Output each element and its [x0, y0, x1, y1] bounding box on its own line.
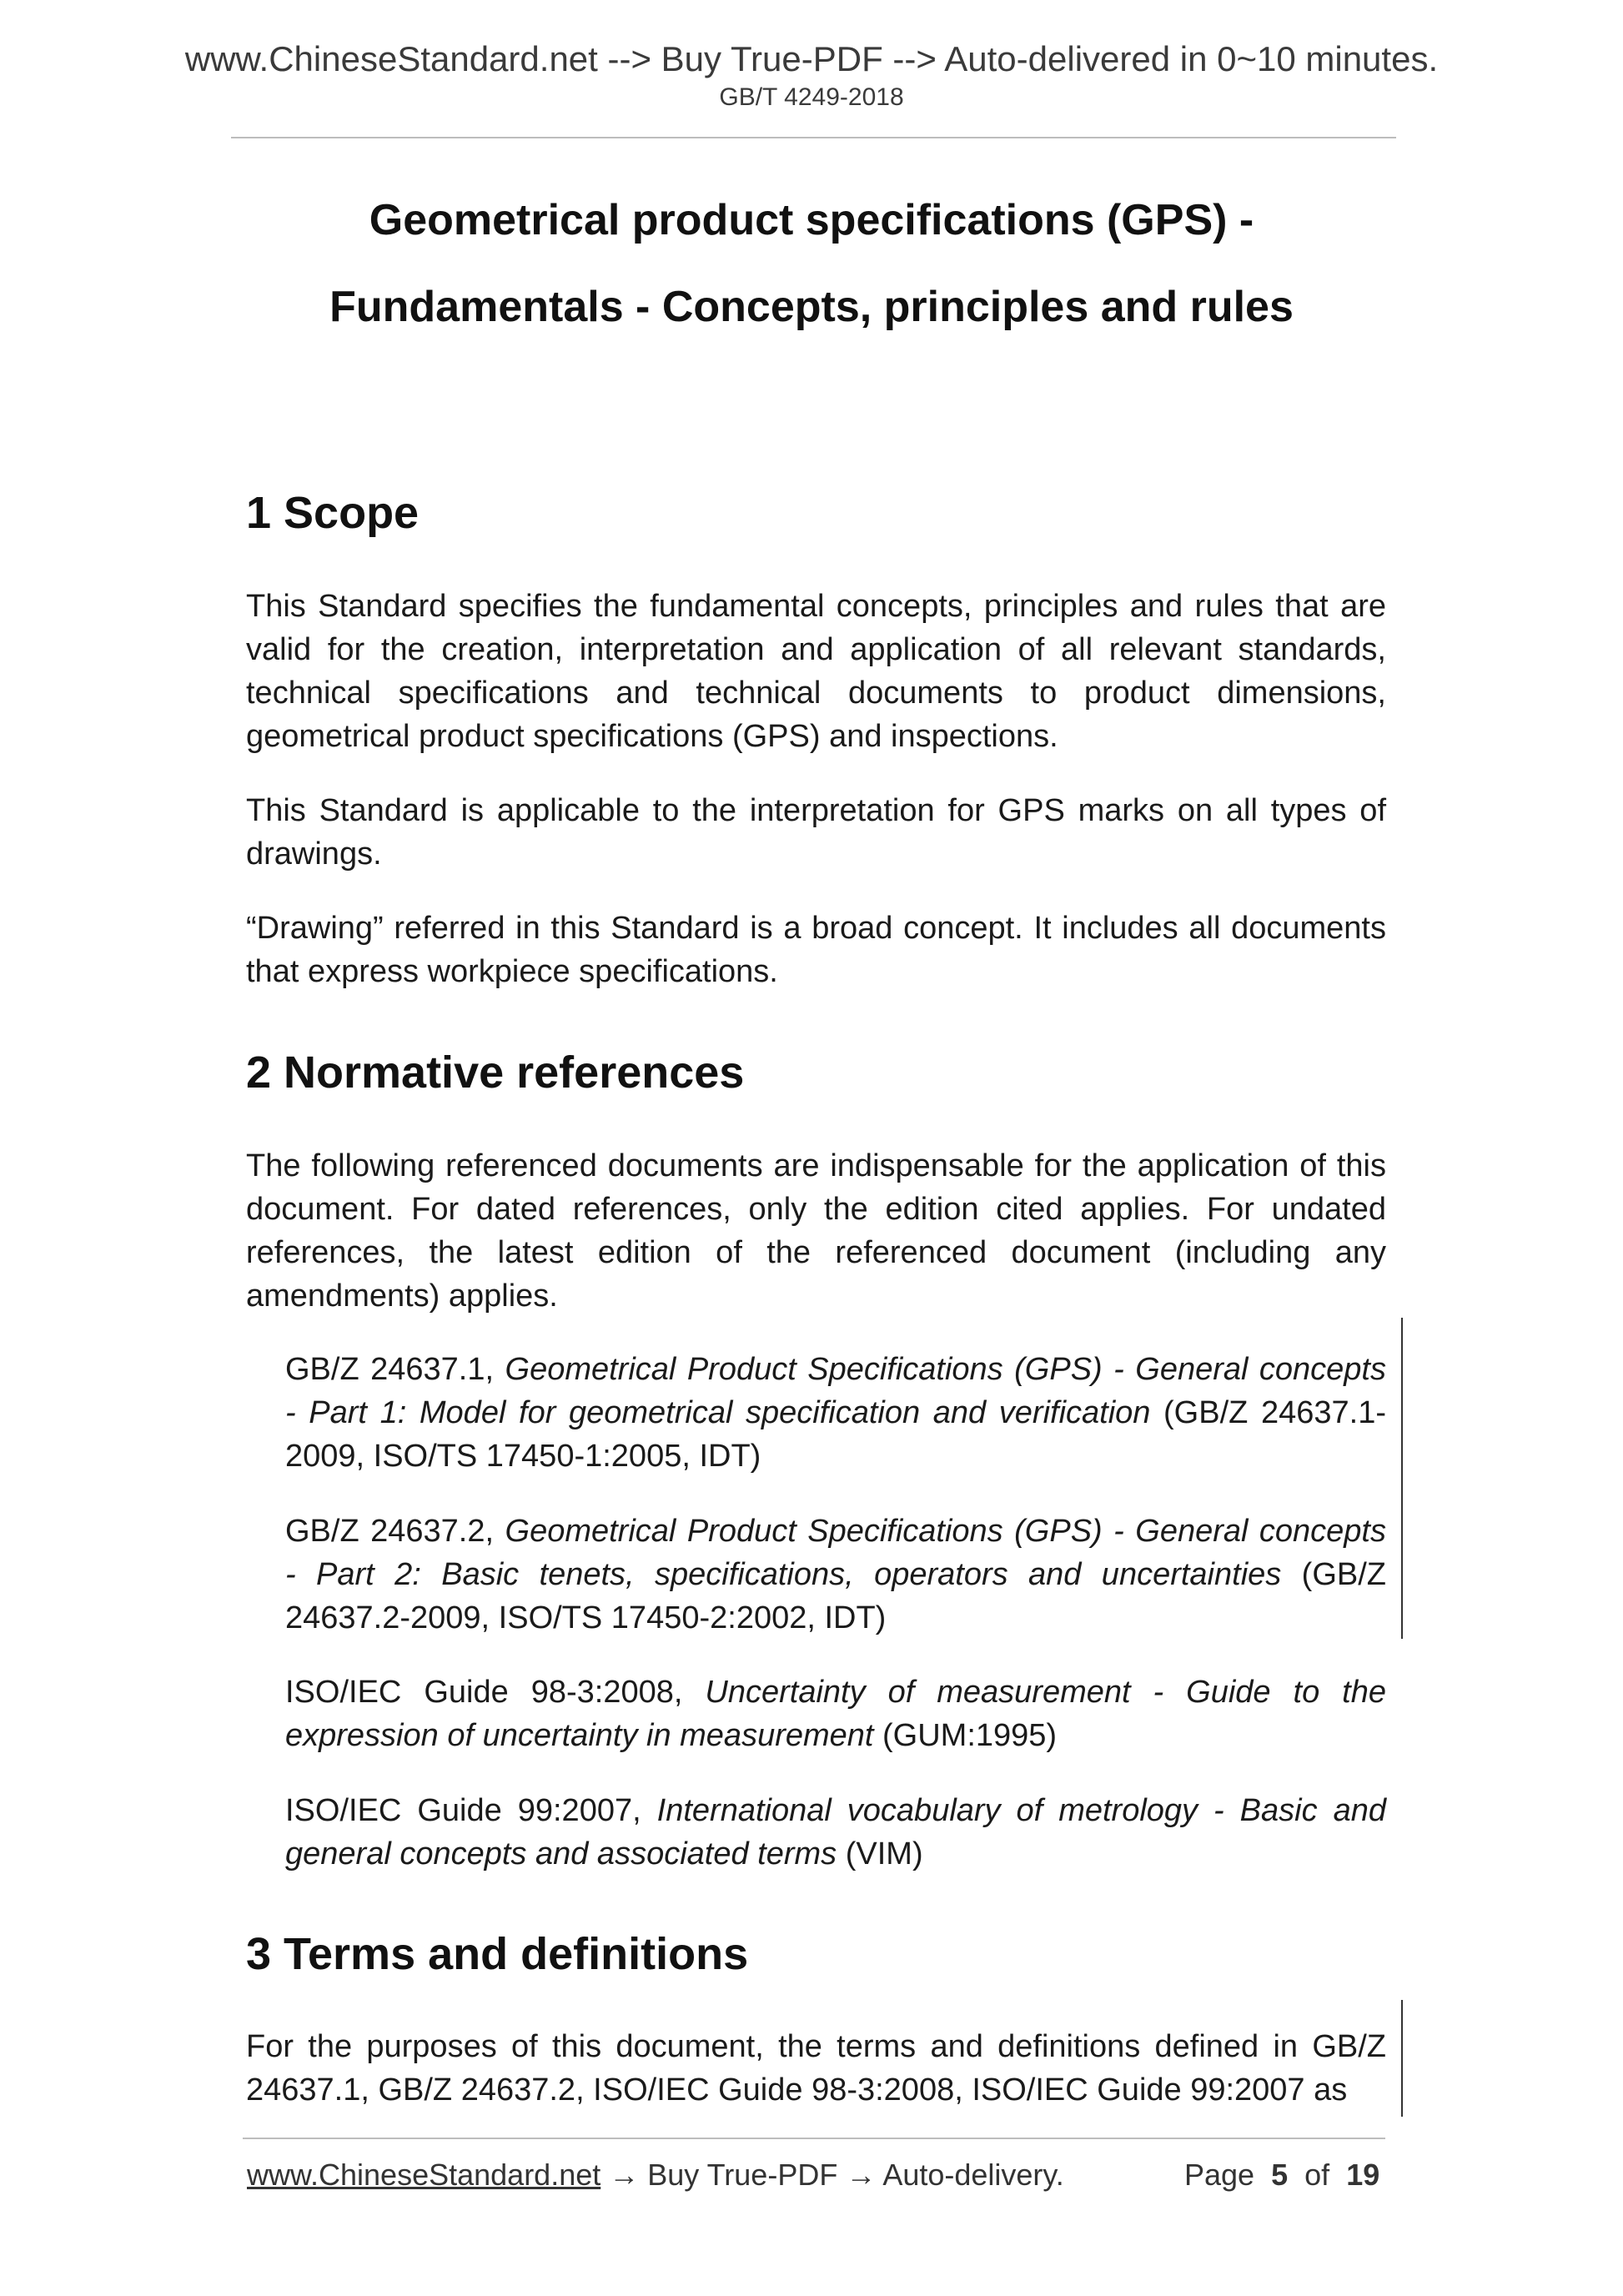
page-label: Page: [1184, 2158, 1255, 2192]
reference-item: [285, 1510, 1386, 1640]
page-total: 19: [1346, 2158, 1380, 2192]
reference-suffix: (VIM): [845, 1836, 923, 1871]
reference-item: [285, 1671, 1386, 1757]
heading-normative-references: 2 Normative references: [246, 1048, 745, 1098]
footer-tagline: → Buy True-PDF → Auto-delivery.: [600, 2158, 1064, 2192]
footer-divider: [243, 2138, 1385, 2139]
reference-suffix: (GB/Z 24637.2-2009, ISO/TS 17450-2:2002, IDT): [285, 1557, 1386, 1635]
footer-link-line: [247, 2160, 1064, 2190]
footer-site-link[interactable]: www.ChineseStandard.net: [247, 2158, 601, 2192]
reference-code: ISO/IEC Guide 98-3:2008,: [285, 1675, 683, 1710]
doc-title-line-1: Geometrical product specifications (GPS) -: [369, 196, 1254, 244]
doc-number: GB/T 4249-2018: [719, 83, 904, 111]
reference-code: GB/Z 24637.1,: [285, 1352, 495, 1387]
reference-suffix: (GB/Z 24637.1-2009, ISO/TS 17450-1:2005, IDT): [285, 1395, 1386, 1474]
normative-intro: The following referenced documents are indispensable for the application of this document. For dated references, only the edition cited applies. For undated references, the latest edition of the referenced document (including any amendments) applies.: [246, 1148, 1386, 1314]
header-banner: www.ChineseStandard.net --> Buy True-PDF --> Auto-delivered in 0~10 minutes.: [184, 39, 1439, 78]
page-indicator: [1184, 2160, 1379, 2190]
heading-scope: 1 Scope: [246, 488, 420, 538]
reference-title: Uncertainty of measurement - Guide to the expression of uncertainty in measurement: [285, 1675, 1387, 1753]
doc-title-line-2: Fundamentals - Concepts, principles and rules: [329, 283, 1294, 331]
terms-paragraph-1: For the purposes of this document, the terms and definitions defined in GB/Z 24637.1, GB/Z 24637.2, ISO/IEC Guide 98-3:2008, ISO/IEC Guide 99:2007 as: [246, 2029, 1386, 2108]
reference-code: GB/Z 24637.2,: [285, 1514, 495, 1549]
heading-terms-and-definitions: 3 Terms and definitions: [246, 1929, 749, 1979]
reference-title: International vocabulary of metrology - Basic and general concepts and associated terms: [285, 1793, 1386, 1871]
scope-paragraph-3: “Drawing” referred in this Standard is a broad concept. It includes all documents that express workpiece specifications.: [246, 911, 1386, 989]
change-bar: [1401, 1318, 1403, 1639]
reference-item: [285, 1789, 1386, 1876]
reference-suffix: (GUM:1995): [882, 1718, 1058, 1753]
of-label: of: [1304, 2158, 1330, 2192]
reference-code: ISO/IEC Guide 99:2007,: [285, 1793, 641, 1828]
header-divider: [231, 137, 1396, 138]
scope-paragraph-2: This Standard is applicable to the interpretation for GPS marks on all types of drawings.: [246, 793, 1386, 872]
change-bar: [1401, 2000, 1403, 2117]
reference-title: Geometrical Product Specifications (GPS) - General concepts - Part 1: Model for geometrical specification and verification: [285, 1352, 1386, 1430]
reference-title: Geometrical Product Specifications (GPS) - General concepts - Part 2: Basic tenets, specifications, operators and uncertainties: [285, 1514, 1386, 1592]
page-number: 5: [1271, 2158, 1289, 2192]
reference-item: [285, 1348, 1386, 1478]
scope-paragraph-1: This Standard specifies the fundamental concepts, principles and rules that are valid for the creation, interpretation and application of all relevant standards, technical specifications and technical documents to product dimensions, geometrical product specifications (GPS) and inspections.: [246, 589, 1386, 754]
